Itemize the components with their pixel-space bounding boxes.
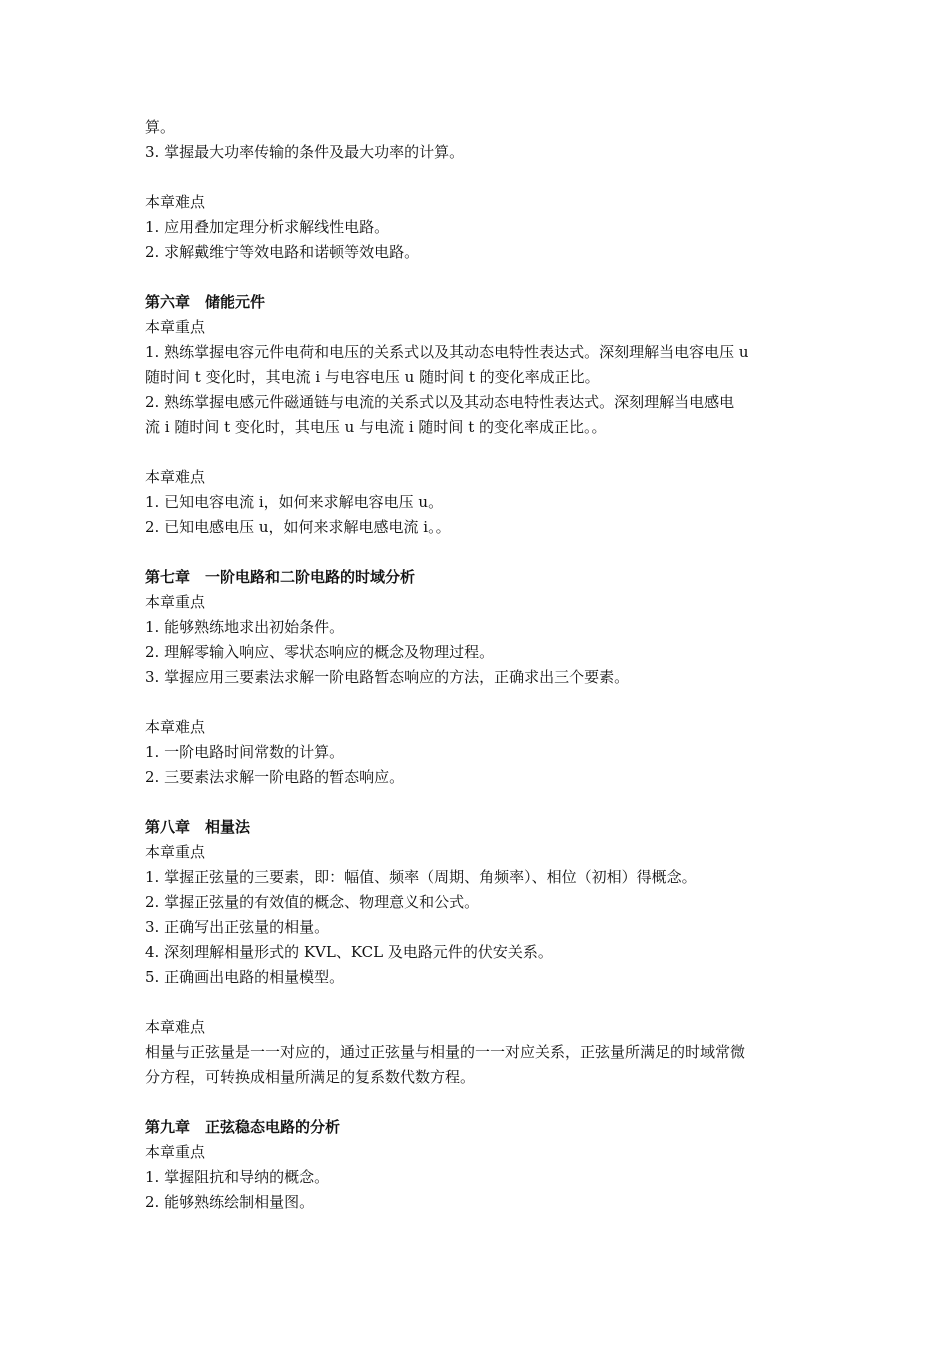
- list-item: 2. 三要素法求解一阶电路的暂态响应。: [145, 768, 405, 786]
- list-item: 2. 理解零输入响应、零状态响应的概念及物理过程。: [145, 643, 495, 661]
- intro-line: 3. 掌握最大功率传输的条件及最大功率的计算。: [145, 143, 465, 161]
- list-item: 2. 已知电感电压 u，如何来求解电感电流 i。。: [145, 518, 451, 536]
- list-item: 1. 能够熟练地求出初始条件。: [145, 618, 345, 636]
- document-page: [145, 115, 825, 1215]
- section-label-difficult: 本章难点: [145, 718, 206, 736]
- section-label-difficult: 本章难点: [145, 468, 206, 486]
- chapter-heading: 第八章 相量法: [145, 818, 251, 836]
- list-item: 5. 正确画出电路的相量模型。: [145, 968, 345, 986]
- list-item: 3. 正确写出正弦量的相量。: [145, 918, 330, 936]
- text-line: 流 i 随时间 t 变化时，其电压 u 与电流 i 随时间 t 的变化率成正比。。: [145, 418, 607, 436]
- text-line: 相量与正弦量是一一对应的，通过正弦量与相量的一一对应关系，正弦量所满足的时域常微: [145, 1043, 746, 1061]
- section-label-difficult: 本章难点: [145, 193, 206, 211]
- list-item: 2. 求解戴维宁等效电路和诺顿等效电路。: [145, 243, 420, 261]
- list-item: 1. 应用叠加定理分析求解线性电路。: [145, 218, 390, 236]
- section-label-key: 本章重点: [145, 843, 206, 861]
- list-item: 4. 深刻理解相量形式的 KVL、KCL 及电路元件的伏安关系。: [145, 943, 553, 961]
- chapter-heading: 第七章 一阶电路和二阶电路的时域分析: [145, 568, 416, 586]
- chapter-heading: 第九章 正弦稳态电路的分析: [145, 1118, 341, 1136]
- list-item: 1. 已知电容电流 i，如何来求解电容电压 u。: [145, 493, 444, 511]
- intro-line: 算。: [145, 118, 176, 136]
- chapter-heading: 第六章 储能元件: [145, 293, 266, 311]
- section-label-key: 本章重点: [145, 1143, 206, 1161]
- text-line: 2. 熟练掌握电感元件磁通链与电流的关系式以及其动态电特性表达式。深刻理解当电感电: [145, 393, 735, 411]
- list-item: 2. 能够熟练绘制相量图。: [145, 1193, 315, 1211]
- section-label-key: 本章重点: [145, 318, 206, 336]
- section-label-difficult: 本章难点: [145, 1018, 206, 1036]
- list-item: 1. 一阶电路时间常数的计算。: [145, 743, 345, 761]
- text-line: 随时间 t 变化时，其电流 i 与电容电压 u 随时间 t 的变化率成正比。: [145, 368, 600, 386]
- list-item: 1. 掌握阻抗和导纳的概念。: [145, 1168, 330, 1186]
- text-line: 1. 熟练掌握电容元件电荷和电压的关系式以及其动态电特性表达式。深刻理解当电容电压 u: [145, 343, 749, 361]
- list-item: 3. 掌握应用三要素法求解一阶电路暂态响应的方法，正确求出三个要素。: [145, 668, 630, 686]
- list-item: 1. 掌握正弦量的三要素，即：幅值、频率（周期、角频率）、相位（初相）得概念。: [145, 868, 697, 886]
- list-item: 2. 掌握正弦量的有效值的概念、物理意义和公式。: [145, 893, 480, 911]
- section-label-key: 本章重点: [145, 593, 206, 611]
- text-line: 分方程，可转换成相量所满足的复系数代数方程。: [145, 1068, 476, 1086]
